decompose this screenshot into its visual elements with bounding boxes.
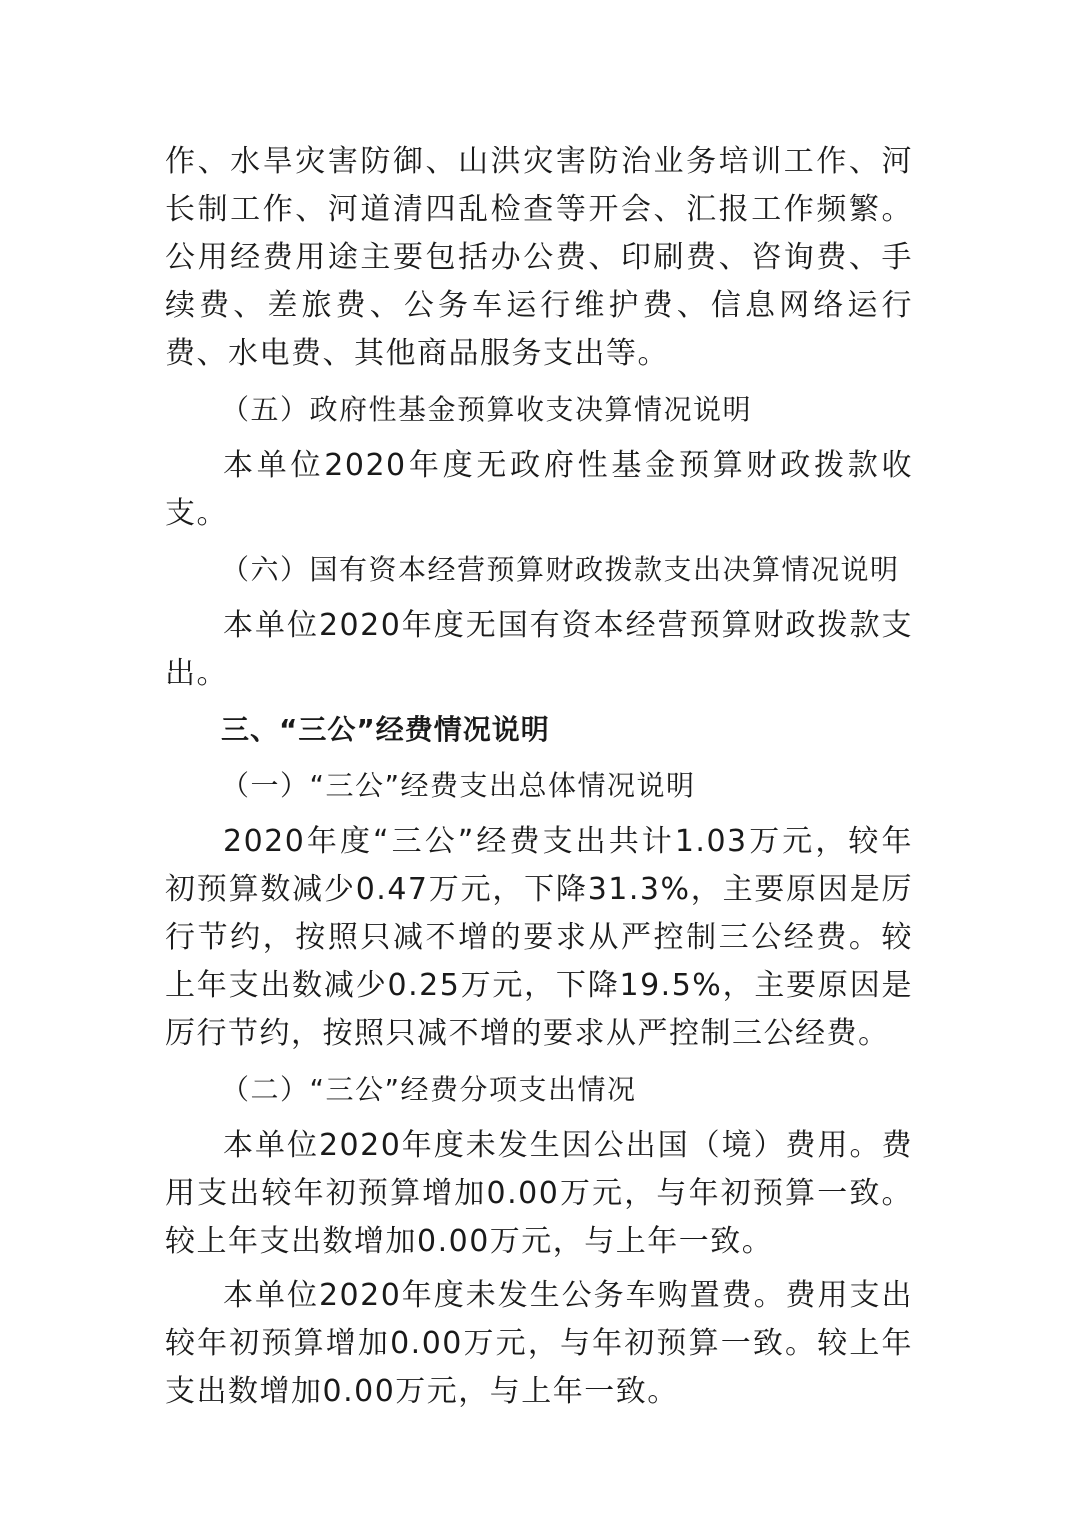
heading-section-5: （五）政府性基金预算收支决算情况说明 <box>221 393 753 426</box>
paragraph-part-3-1: 2020年度“三公”经费支出共计1.03万元，较年初预算数减少0.47万元，下降31.3%，主要原因是厉行节约，按照只减不增的要求从严控制三公经费。较上年支出数减少0.25万元，下降19.5%，主要原因是厉行节约，按照只减不增的要求从严控制三公经费。 <box>165 824 913 1051</box>
paragraph-part-3-2-a: 本单位2020年度未发生因公出国（境）费用。费用支出较年初预算增加0.00万元，与年初预算一致。较上年支出数增加0.00万元，与上年一致。 <box>165 1128 913 1259</box>
paragraph-part-3-2-b: 本单位2020年度未发生公务车购置费。费用支出较年初预算增加0.00万元，与年初预算一致。较上年支出数增加0.00万元，与上年一致。 <box>165 1278 913 1409</box>
heading-section-6: （六）国有资本经营预算财政拨款支出决算情况说明 <box>221 553 900 586</box>
paragraph-continued: 作、水旱灾害防御、山洪灾害防治业务培训工作、河长制工作、河道清四乱检查等开会、汇报工作频繁。公用经费用途主要包括办公费、印刷费、咨询费、手续费、差旅费、公务车运行维护费、信息网络运行费、水电费、其他商品服务支出等。 <box>165 144 913 371</box>
heading-part-3-2: （二）“三公”经费分项支出情况 <box>221 1073 637 1106</box>
heading-part-3: 三、“三公”经费情况说明 <box>221 713 550 746</box>
paragraph-section-5: 本单位2020年度无政府性基金预算财政拨款收支。 <box>165 448 913 531</box>
paragraph-section-6: 本单位2020年度无国有资本经营预算财政拨款支出。 <box>165 608 913 691</box>
document-page <box>165 138 913 1422</box>
heading-part-3-1: （一）“三公”经费支出总体情况说明 <box>221 769 696 802</box>
